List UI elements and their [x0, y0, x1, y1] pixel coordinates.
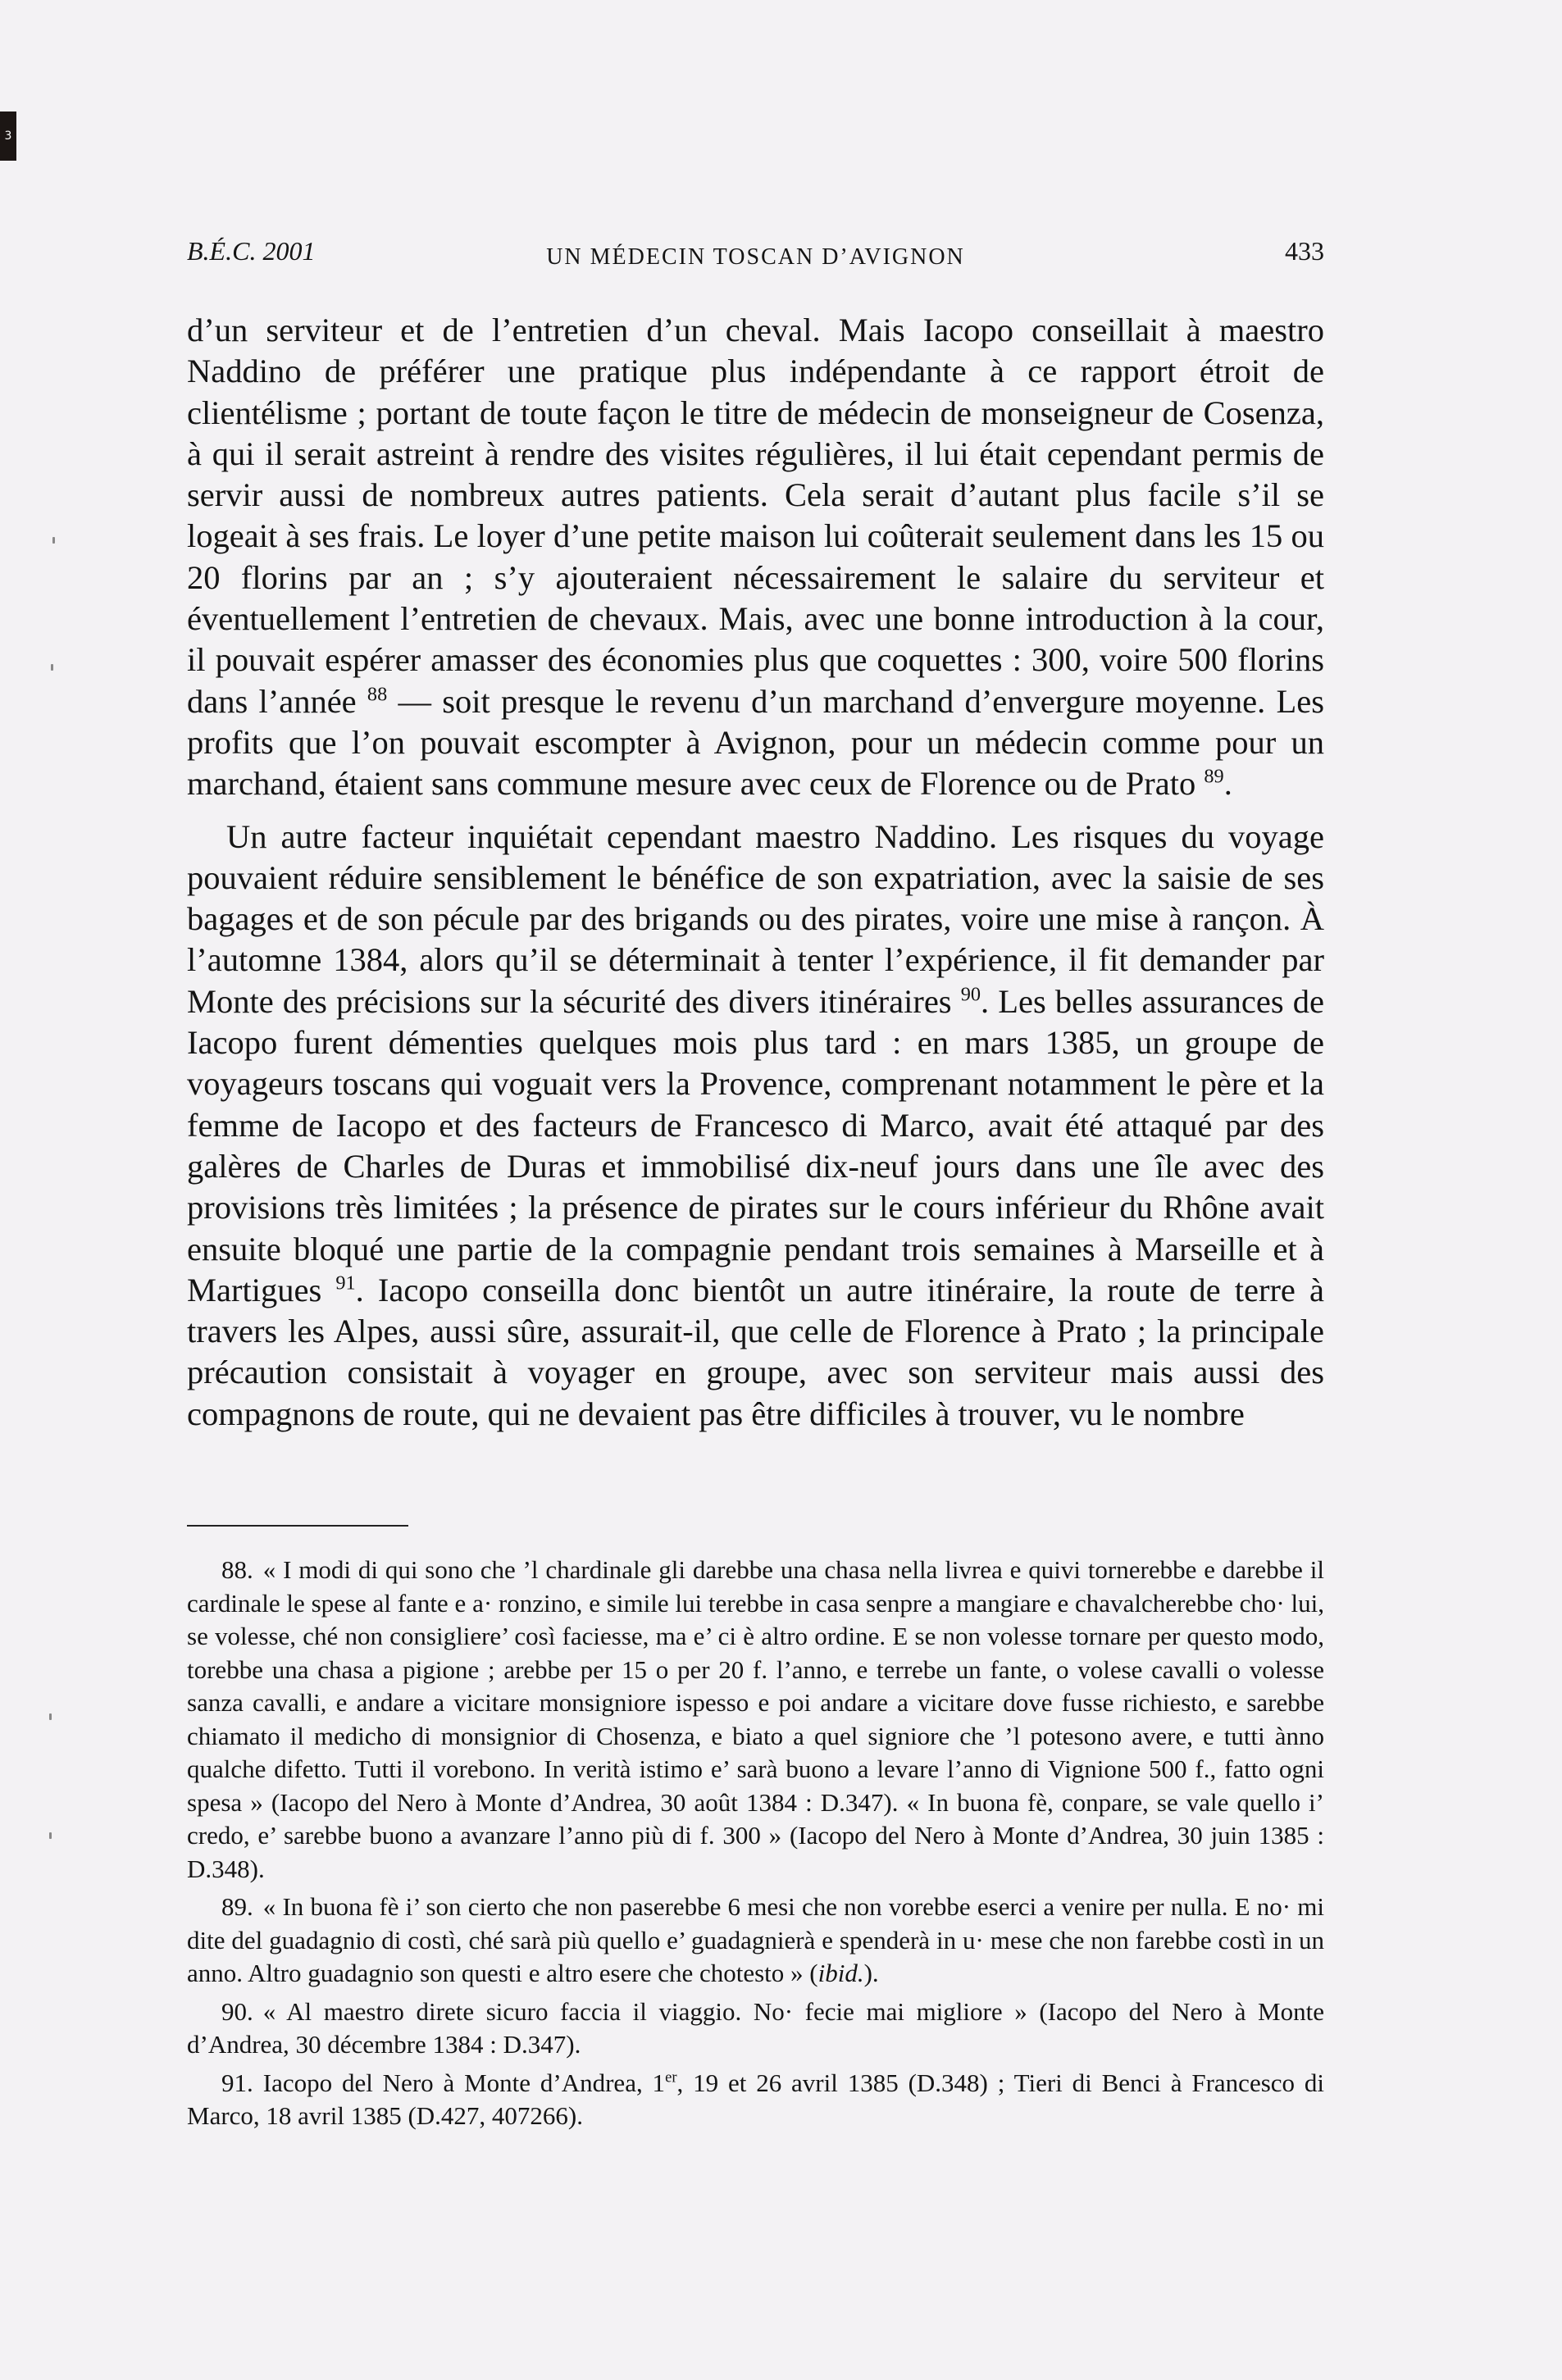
scan-speck: [51, 664, 53, 671]
footnote-reference[interactable]: 90: [960, 983, 981, 1006]
scan-speck: [52, 537, 55, 544]
page-edge-tab: [0, 111, 16, 161]
running-head: [187, 236, 1324, 269]
body-text: [187, 310, 1324, 1435]
body-text-run: . Iacopo conseilla donc bientôt un autre itinéraire, la route de terre à travers les Alpes, aussi sûre, assurait-il, que celle de Florence à Prato ; la principale précaution consistait à voyager en groupe, avec son serviteur mais aussi des compagnons de route, qui ne devaient pas être difficiles à trouver, vu le nombre: [187, 1271, 1324, 1432]
ordinal-superscript: er: [665, 2068, 677, 2086]
footnote-text: « Al maestro direte sicuro faccia il viaggio. No· fecie mai migliore » (Iacopo del Nero à Monte d’Andrea, 30 décembre 1384 : D.347).: [187, 1996, 1324, 2059]
footnotes: [187, 1554, 1324, 2138]
footnote-text: ).: [863, 1959, 879, 1987]
footnote-ibid: ibid.: [817, 1959, 864, 1987]
body-text-run: — soit presque le revenu d’un marchand d’envergure moyenne. Les profits que l’on pouvait escompter à Avignon, pour un médecin comme pour un marchand, étaient sans commune mesure avec ceux de Florence ou de Prato: [187, 682, 1325, 803]
footnote-number: 88.: [221, 1555, 253, 1584]
footnote-text: « In buona fè i’ son cierto che non paserebbe 6 mesi che non vorebbe eserci a venire per nulla. E no· mi dite del guadagnio di costì, ché sarà più quello e’ guadagnierà e spenderà in u· mese che non farebbe costì in un anno. Altro guadagnio son questi e altro esere che chotesto » (: [187, 1892, 1324, 1987]
footnote-number: 90.: [221, 1996, 253, 2026]
scan-speck: [49, 1713, 52, 1720]
footnote-number: 89.: [221, 1892, 253, 1921]
footnote-text: , 19 et 26 avril 1385 (D.348) ; Tieri di Benci à Francesco di Marco, 18 avril 1385 (D.427, 407266).: [187, 2068, 1324, 2130]
footnote-reference[interactable]: 89: [1204, 765, 1224, 788]
scan-speck: [49, 1832, 52, 1839]
footnote-number: 91.: [221, 2068, 253, 2097]
footnote-separator: [187, 1525, 408, 1527]
edge-tab-label: 3: [4, 130, 12, 143]
body-text-run: d’un serviteur et de l’entretien d’un cheval. Mais Iacopo conseillait à maestro Naddino de préférer une pratique plus indépendante à ce rapport étroit de clientélisme ; portant de toute façon le titre de médecin de monseigneur de Cosenza, à qui il serait astreint à rendre des visites régulières, il lui était cependant permis de servir aussi de nombreux autres patients. Cela serait d’autant plus facile s’il se logeait à ses frais. Le loyer d’une petite maison lui coûterait seulement dans les 15 ou 20 florins par an ; s’y ajouteraient nécessairement le salaire du serviteur et éventuellement l’entretien de chevaux. Mais, avec une bonne introduction à la cour, il pouvait espérer amasser des économies plus que coquettes : 300, voire 500 florins dans l’année: [187, 312, 1324, 720]
body-paragraph: [187, 310, 1324, 805]
footnote: [187, 1554, 1324, 1886]
footnote: [187, 1995, 1324, 2062]
body-text-run: .: [1223, 765, 1232, 803]
footnote-text: « I modi di qui sono che ’l chardinale gli darebbe una chasa nella livrea e quivi tornerebbe e darebbe il cardinale le spese al fante e a· ronzino, e simile lui terebbe in casa senpre a mangiare e chavalcherebbe cho· lui, se volesse, ché non consigliere’ così faciesse, ma e’ ci è altro ordine. E se non volesse tornare per questo modo, torebbe una chasa a pigione ; arebbe per 15 o per 20 f. l’anno, e terrebe un fante, o volese cavalli o volesse sanza cavalli, e andare a vicitare monsigniore ispesso e poi andare a vicitare dove fusse richiesto, e sarebbe chiamato il medicho di monsignior di Chosenza, e biato a quel signiore che ’l potesono avere, e tutti ànno qualche difetto. Tutti il vorebono. In verità istimo e’ sarà buono a levare l’anno di Vignione 500 f., fatto ogni spesa » (Iacopo del Nero à Monte d’Andrea, 30 août 1384 : D.347). « In buona fè, conpare, se vale quello i’ credo, e’ sarebbe buono a avanzare l’anno più di f. 300 » (Iacopo del Nero à Monte d’Andrea, 30 juin 1385 : D.348).: [187, 1555, 1324, 1883]
running-title: UN MÉDECIN TOSCAN D’AVIGNON: [546, 244, 965, 270]
body-text-run: Un autre facteur inquiétait cependant maestro Naddino. Les risques du voyage pouvaient réduire sensiblement le bénéfice de son expatriation, avec la saisie de ses bagages et de son pécule par des brigands ou des pirates, voire une mise à rançon. À l’automne 1384, alors qu’il se déterminait à tenter l’expérience, il fit demander par Monte des précisions sur la sécurité des divers itinéraires: [187, 817, 1324, 1020]
journal-abbreviation: B.É.C. 2001: [187, 236, 316, 266]
footnote-text: Iacopo del Nero à Monte d’Andrea, 1: [262, 2068, 666, 2097]
body-paragraph: [187, 817, 1324, 1435]
body-text-run: . Les belles assurances de Iacopo furent démenties quelques mois plus tard : en mars 1385, un groupe de voyageurs toscans qui voguait vers la Provence, comprenant notamment le père et la femme de Iacopo et des facteurs de Francesco di Marco, avait été attaqué par des galères de Charles de Duras et immobilisé dix-neuf jours dans une île avec des provisions très limitées ; la présence de pirates sur le cours inférieur du Rhône avait ensuite bloqué une partie de la compagnie pendant trois semaines à Marseille et à Martigues: [187, 982, 1325, 1308]
page-number: 433: [1285, 236, 1324, 266]
footnote-reference[interactable]: 88: [367, 683, 388, 706]
footnote: [187, 1891, 1324, 1991]
footnote-reference[interactable]: 91: [335, 1272, 356, 1295]
footnote: [187, 2067, 1324, 2133]
